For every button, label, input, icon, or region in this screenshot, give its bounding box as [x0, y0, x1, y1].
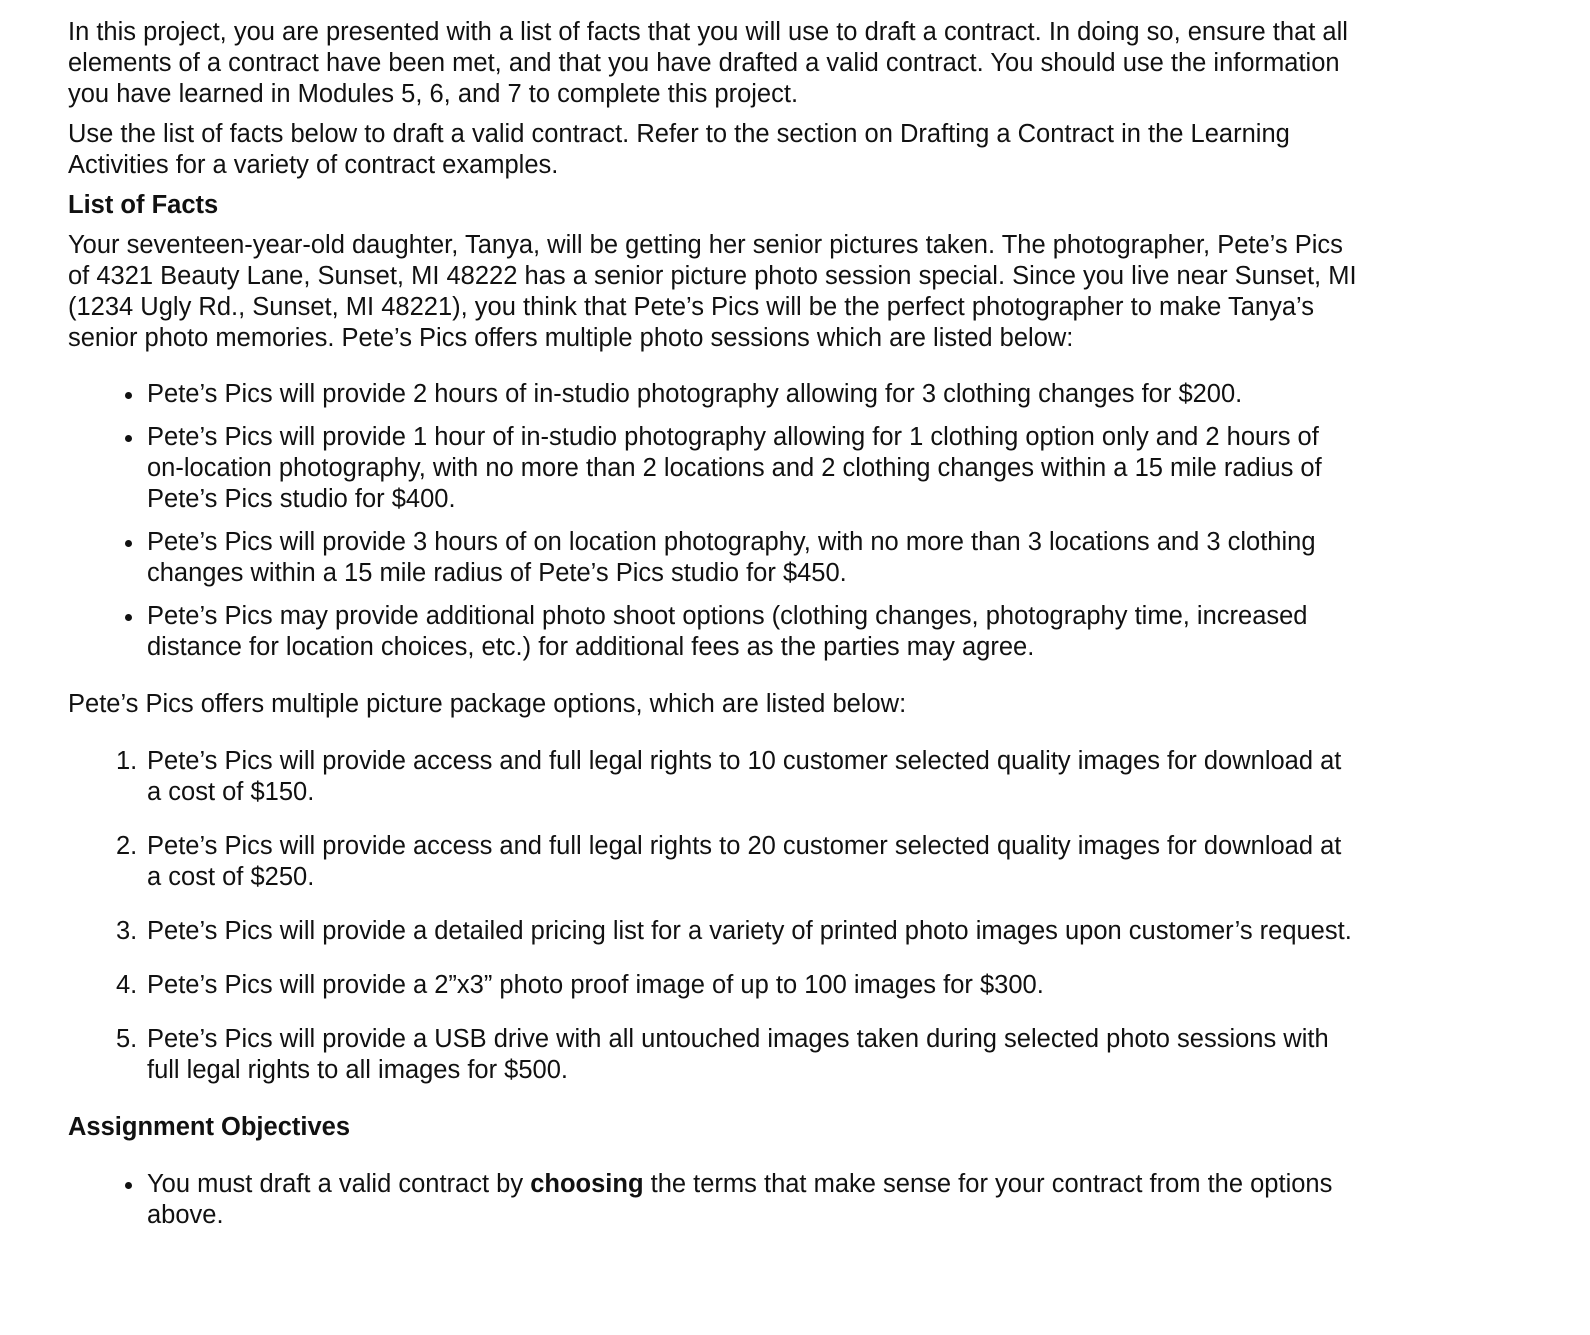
- list-item: Pete’s Pics may provide additional photo shoot options (clothing changes, photography time, increased distance for location choices, etc.) for additional fees as the parties may agree.: [68, 601, 1358, 663]
- list-number: 2.: [116, 832, 138, 860]
- list-item-text: Pete’s Pics will provide access and full legal rights to 20 customer selected quality images for download at a cost of $250.: [147, 832, 1342, 891]
- list-item: [68, 1024, 1358, 1086]
- list-item-text: Pete’s Pics will provide access and full legal rights to 10 customer selected quality images for download at a cost of $150.: [147, 747, 1342, 806]
- photo-sessions-list: [68, 379, 1358, 663]
- objective-text-start: You must draft a valid contract by: [147, 1170, 531, 1198]
- list-item: [68, 970, 1358, 1001]
- list-number: 3.: [116, 917, 138, 945]
- objective-emphasis: choosing: [530, 1170, 644, 1198]
- packages-intro: Pete’s Pics offers multiple picture package options, which are listed below:: [68, 690, 907, 718]
- list-item: [68, 831, 1358, 893]
- objectives-list: [68, 1169, 1358, 1231]
- list-number: 4.: [116, 971, 138, 999]
- list-item: Pete’s Pics will provide 3 hours of on location photography, with no more than 3 locations and 3 clothing changes within a 15 mile radius of Pete’s Pics studio for $450.: [68, 527, 1358, 589]
- list-item-text: Pete’s Pics will provide a USB drive with all untouched images taken during selected photo sessions with full legal rights to all images for $500.: [147, 1025, 1329, 1084]
- instructions-paragraph: Use the list of facts below to draft a valid contract. Refer to the section on Drafting a Contract in the Learning Activities for a variety of contract examples.: [68, 120, 1290, 179]
- objective-text-end: the terms that make sense for your contract from the options above.: [147, 1170, 1333, 1229]
- document-page: [68, 17, 1358, 1231]
- list-item-text: Pete’s Pics will provide a 2”x3” photo proof image of up to 100 images for $300.: [147, 971, 1044, 999]
- list-number: 1.: [116, 747, 138, 775]
- picture-packages-list: [68, 746, 1358, 1086]
- objectives-heading: Assignment Objectives: [68, 1113, 351, 1141]
- intro-paragraph: In this project, you are presented with a list of facts that you will use to draft a contract. In doing so, ensure that all elements of a contract have been met, and that you have drafted a valid contract. You should use the information you have learned in Modules 5, 6, and 7 to complete this project.: [68, 18, 1348, 108]
- facts-heading: List of Facts: [68, 191, 219, 219]
- list-number: 5.: [116, 1025, 138, 1053]
- list-item: [68, 746, 1358, 808]
- list-item: Pete’s Pics will provide 1 hour of in-studio photography allowing for 1 clothing option only and 2 hours of on-location photography, with no more than 2 locations and 2 clothing changes within a 15 mile radius of Pete’s Pics studio for $400.: [68, 422, 1358, 515]
- list-item-text: Pete’s Pics will provide a detailed pricing list for a variety of printed photo images upon customer’s request.: [147, 917, 1352, 945]
- list-item: [68, 916, 1358, 947]
- list-item: Pete’s Pics will provide 2 hours of in-studio photography allowing for 3 clothing changes for $200.: [68, 379, 1358, 410]
- list-item: [68, 1169, 1358, 1231]
- facts-story-paragraph: Your seventeen-year-old daughter, Tanya, will be getting her senior pictures taken. The photographer, Pete’s Pics of 4321 Beauty Lane, Sunset, MI 48222 has a senior picture photo session special. Since you live near Sunset, MI (1234 Ugly Rd., Sunset, MI 48221), you think that Pete’s Pics will be the perfect photographer to make Tanya’s senior photo memories. Pete’s Pics offers multiple photo sessions which are listed below:: [68, 231, 1357, 352]
